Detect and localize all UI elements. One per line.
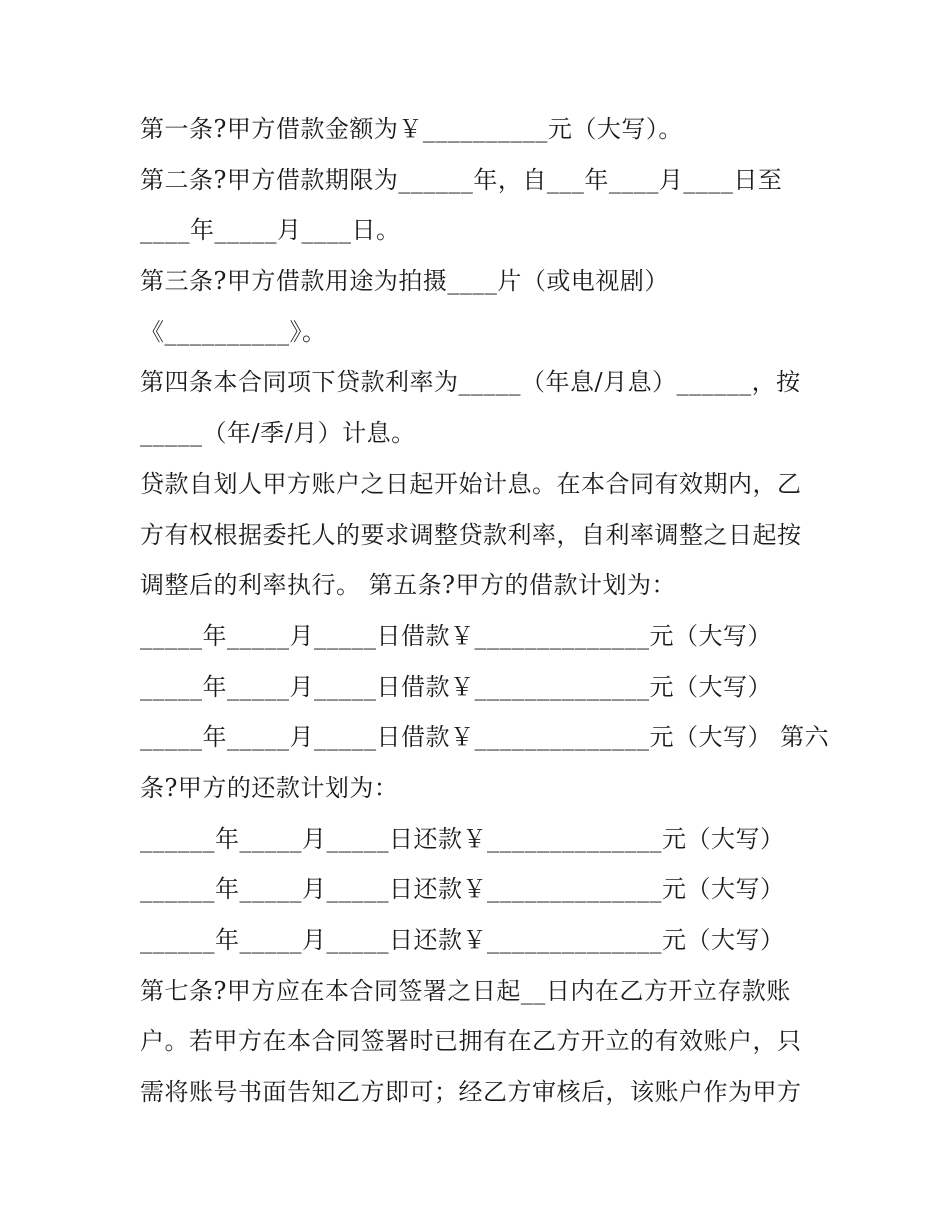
text-line: 方有权根据委托人的要求调整贷款利率，自利率调整之日起按: [140, 520, 802, 549]
text-line: _____年_____月_____日借款￥______________元（大写）: [140, 621, 772, 650]
text-line: 条?甲方的还款计划为：: [140, 773, 399, 802]
text-line: ______年_____月_____日还款￥______________元（大写）: [140, 875, 785, 904]
text-line: ____年_____月____日。: [140, 216, 401, 245]
text-line: ______年_____月_____日还款￥______________元（大写）: [140, 824, 785, 853]
text-line: 调整后的利率执行。 第五条?甲方的借款计划为：: [140, 571, 676, 600]
text-line: 贷款自划人甲方账户之日起开始计息。在本合同有效期内，乙: [140, 469, 802, 498]
text-line: 第四条本合同项下贷款利率为_____（年息/月息）______，按: [140, 368, 801, 397]
text-line: 第三条?甲方借款用途为拍摄____片（或电视剧）: [140, 267, 669, 296]
text-line: 《__________》。: [140, 317, 327, 346]
text-line: _____年_____月_____日借款￥______________元（大写）: [140, 672, 772, 701]
text-line: 第一条?甲方借款金额为￥__________元（大写）。: [140, 115, 683, 143]
text-line: 需将账号书面告知乙方即可；经乙方审核后，该账户作为甲方: [140, 1078, 802, 1107]
text-line: 户。若甲方在本合同签署时已拥有在乙方开立的有效账户，只: [140, 1027, 802, 1056]
text-line: _____年_____月_____日借款￥______________元（大写） 第六: [140, 723, 830, 752]
contract-body: [140, 104, 830, 1118]
text-line: ______年_____月_____日还款￥______________元（大写）: [140, 926, 785, 954]
text-line: 第七条?甲方应在本合同签署之日起__日内在乙方开立存款账: [140, 976, 791, 1005]
text-line: _____（年/季/月）计息。: [140, 419, 416, 448]
text-line: 第二条?甲方借款期限为______年，自___年____月____日至: [140, 165, 783, 194]
